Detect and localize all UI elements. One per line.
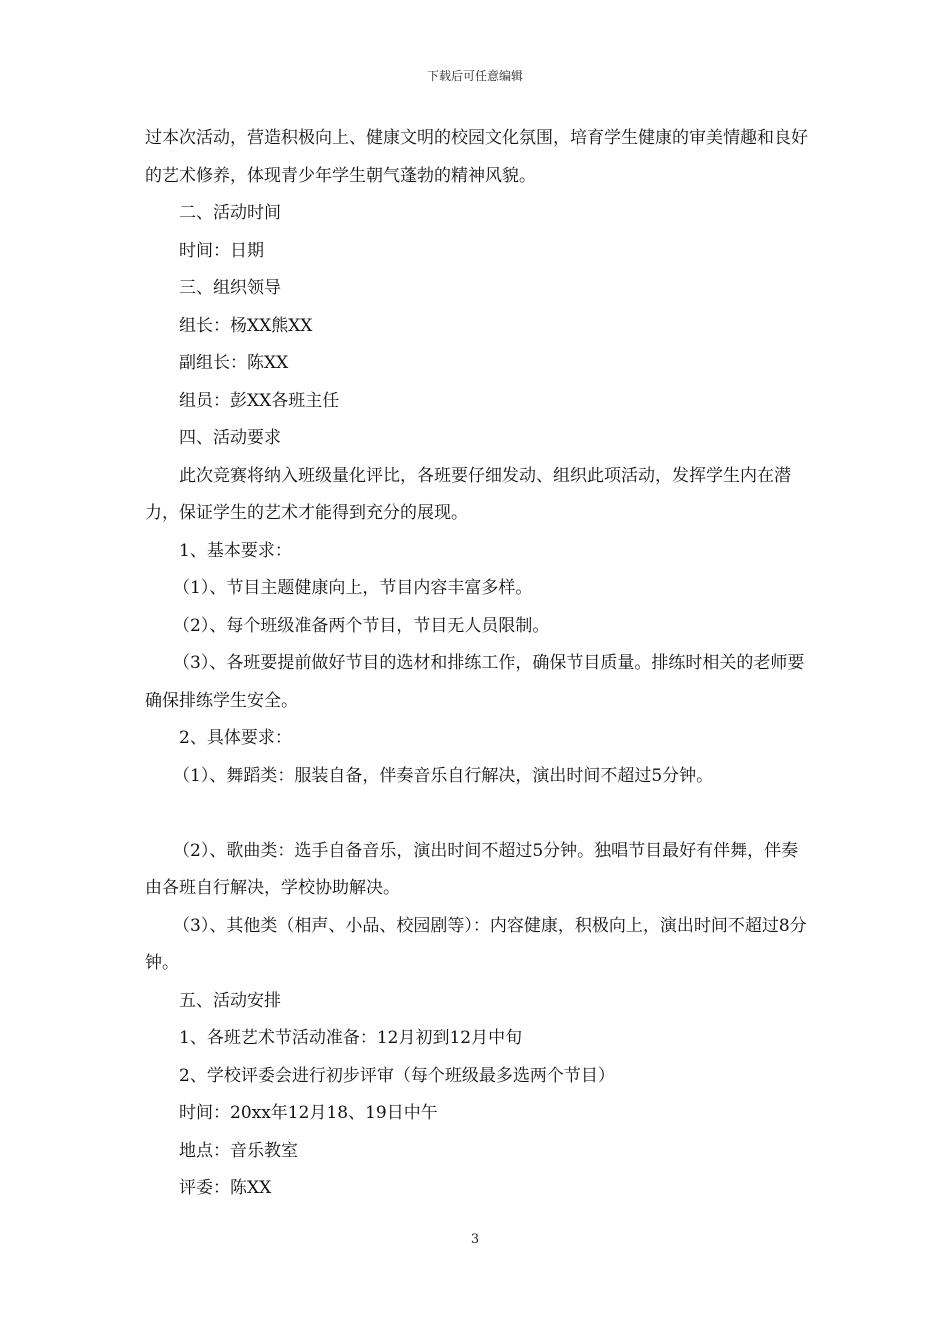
list-item: （3）、其他类（相声、小品、校园剧等）：内容健康，积极向上，演出时间不超过8分钟。 [145,915,807,973]
list-item: （1）、舞蹈类：服装自备，伴奏音乐自行解决，演出时间不超过5分钟。 [173,765,714,786]
paragraph: 2、学校评委会进行初步评审（每个班级最多选两个节目） [179,1065,615,1086]
document-body [145,120,810,1208]
paragraph: 组长：杨XX熊XX [179,315,313,336]
paragraph: 此次竞赛将纳入班级量化评比，各班要仔细发动、组织此项活动，发挥学生内在潜力，保证学生的艺术才能得到充分的展现。 [145,465,791,523]
section-heading: 五、活动安排 [179,990,281,1011]
list-item: （3）、各班要提前做好节目的选材和排练工作，确保节目质量。排练时相关的老师要确保排练学生安全。 [145,653,805,711]
paragraph: 时间：20xx年12月18、19日中午 [179,1103,438,1123]
paragraph: 时间：日期 [179,240,264,261]
paragraph: 1、各班艺术节活动准备：12月初到12月中旬 [179,1028,523,1048]
section-heading: 二、活动时间 [179,203,281,223]
list-item: （2）、歌曲类：选手自备音乐，演出时间不超过5分钟。独唱节目最好有伴舞，伴奏由各班自行解决，学校协助解决。 [145,840,799,898]
section-heading: 四、活动要求 [179,428,281,448]
paragraph: 1、基本要求： [179,540,292,561]
section-heading: 三、组织领导 [179,278,281,298]
paragraph: 组员：彭XX各班主任 [179,390,340,411]
paragraph: 评委：陈XX [179,1178,272,1198]
paragraph: 2、具体要求： [179,728,292,748]
page-number: 3 [470,1232,480,1247]
list-item: （1）、节目主题健康向上，节目内容丰富多样。 [173,578,533,598]
list-item: （2）、每个班级准备两个节目，节目无人员限制。 [173,615,550,636]
paragraph: 地点：音乐教室 [179,1140,298,1161]
blank-line [145,795,810,833]
page-header: 下载后可任意编辑 [426,69,523,83]
paragraph: 副组长：陈XX [179,353,289,373]
paragraph: 过本次活动，营造积极向上、健康文明的校园文化氛围，培育学生健康的审美情趣和良好的艺术修养，体现青少年学生朝气蓬勃的精神风貌。 [145,128,808,186]
